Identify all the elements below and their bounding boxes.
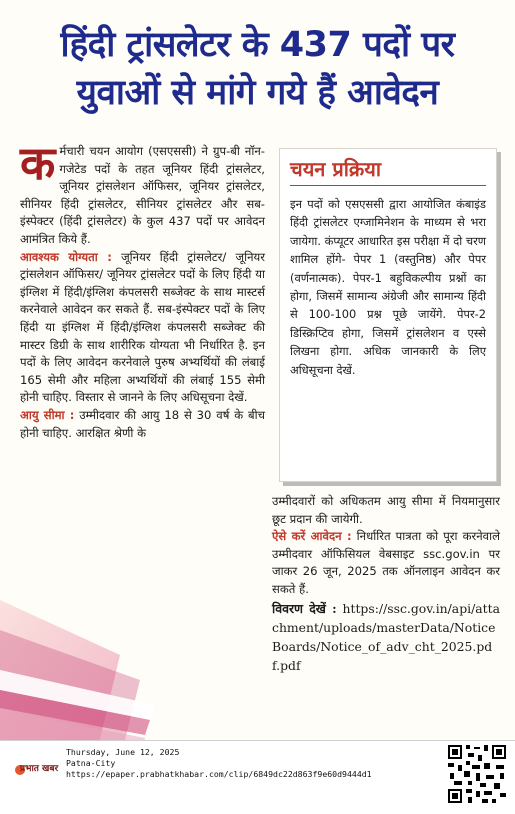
age-continued-paragraph: उम्मीदवारों को अधिकतम आयु सीमा में नियमानुसार छूट प्रदान की जायेगी.	[272, 494, 500, 526]
headline-line-1: हिंदी ट्रांसलेटर के 437 पदों पर	[60, 25, 455, 65]
age-text: उम्मीदवार की आयु 18 से 30 वर्ष के बीच होनी चाहिए. आरक्षित श्रेणी के	[20, 407, 266, 440]
headline-line-2: युवाओं से मांगे गये हैं आवेदन	[76, 73, 439, 113]
clip-footer	[0, 740, 515, 814]
age-paragraph	[20, 407, 265, 442]
details-paragraph	[272, 599, 500, 675]
apply-heading: ऐसे करें आवेदन :	[272, 529, 352, 544]
intro-paragraph	[20, 136, 265, 249]
selection-box-text: इन पदों को एसएससी द्वारा आयोजित कंबाइंड हिंदी ट्रांसलेटर एग्जामिनेशन के माध्यम से भरा जायेगा. कंप्यूटर आधारित इस परीक्षा में दो चरण शामिल होंगे- पेपर 1 (वस्तुनिष्ठ) और पेपर (वर्णनात्मक). पेपर-1 बहुविकल्पीय प्रश्नों का होगा, जिसमें सामान्य अंग्रेजी और सामान्य हिंदी से 100-100 प्रश्न पूछे जायेंगे. पेपर-2 डिस्क्रिप्टिव होगा, जिसमें ट्रांसलेशन व एस्से लिखना होगा. अधिक जानकारी के लिए अधिसूचना देखें.	[290, 197, 486, 377]
selection-box-title: चयन प्रक्रिया	[290, 157, 382, 181]
intro-text: र्मचारी चयन आयोग (एसएससी) ने ग्रुप-बी नॉन-गजेटेड पदों के तहत जूनियर हिंदी ट्रांसलेटर, जूनियर ट्रांसलेशन ऑफिसर, जूनियर ट्रांसलेटर, सीनियर हिंदी ट्रांसलेटर, सीनियर ट्रांसलेटर और सब-इंस्पेक्टर (हिंदी ट्रांसलेटर) के कुल 437 पदों पर आवेदन आमंत्रित किये हैं.	[20, 144, 265, 246]
clip-meta	[66, 747, 372, 780]
article-left-column	[20, 136, 266, 743]
age-heading: आयु सीमा :	[20, 407, 75, 422]
apply-paragraph	[272, 528, 500, 598]
publication-logo-text: प्रभात खबर	[20, 764, 59, 774]
selection-process-box	[279, 148, 497, 482]
qr-code-icon[interactable]	[446, 743, 508, 805]
selection-box-rule	[290, 185, 486, 186]
qualification-text: जूनियर हिंदी ट्रांसलेटर/ जूनियर ट्रांसलेशन ऑफिसर/ जूनियर ट्रांसलेटर पदों के लिए हिंदी या इंग्लिश में हिंदी/इंग्लिश कंपलसरी सब्जेक्ट के साथ मास्टर्स करनेवाले आवेदन कर सकते हैं. सब-इंस्पेक्टर पदों के लिए हिंदी या इंग्लिश में हिंदी/इंग्लिश कंपलसरी सब्जेक्ट की मास्टर डिग्री के साथ शारीरिक योग्यता भी निर्धारित है. इन पदों के लिए आवेदन करनेवाले पुरुष अभ्यर्थियों की लंबाई 165 सेमी और महिला अभ्यर्थियों की लंबाई 155 सेमी होनी चाहिए. विस्तार से जानने के लिए अधिसूचना देखें.	[20, 249, 265, 405]
details-heading: विवरण देखें :	[272, 600, 337, 616]
drop-cap: क	[20, 136, 56, 190]
clip-edition: Patna-City	[66, 758, 116, 768]
qualification-paragraph	[20, 249, 265, 407]
apply-text: निर्धारित पात्रता को पूरा करनेवाले उम्मीदवार ऑफिसियल वेबसाइट ssc.gov.in पर जाकर 26 जून, 2025 तक ऑनलाइन आवेदन कर सकते हैं.	[272, 529, 500, 596]
headline-block	[0, 0, 515, 128]
clip-url[interactable]: https://epaper.prabhatkhabar.com/clip/6849dc22d863f9e60d9444d1	[66, 769, 372, 779]
qualification-heading: आवश्यक योग्यता :	[20, 249, 112, 264]
article-right-column	[272, 493, 500, 675]
clip-date: Thursday, June 12, 2025	[66, 747, 180, 757]
details-url[interactable]: https://ssc.gov.in/api/attachment/uploads/masterData/NoticeBoards/Notice_of_adv_cht_2025.pdf.pdf	[272, 600, 500, 673]
